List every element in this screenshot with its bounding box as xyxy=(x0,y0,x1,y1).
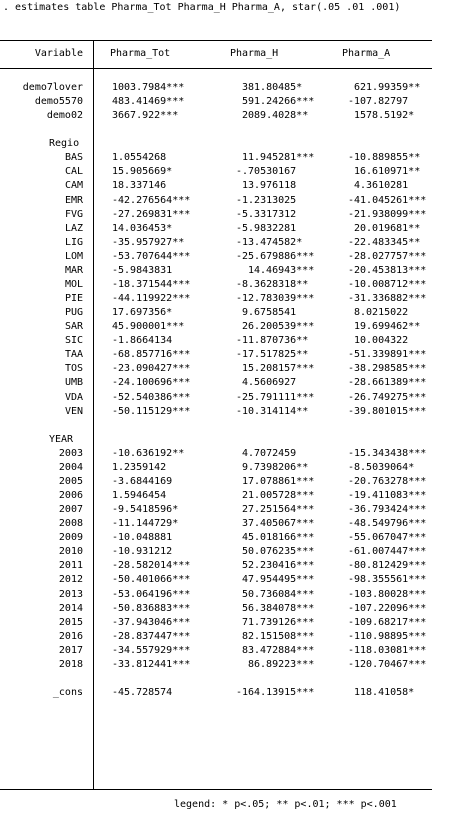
cell-pharma-h: 71.739126*** xyxy=(242,617,315,628)
row-label: 2015 xyxy=(58,617,83,628)
cell-pharma-h: 9.7398206** xyxy=(242,462,309,473)
table-row xyxy=(0,489,432,503)
row-label: BAS xyxy=(64,152,83,163)
cell-pharma-h: -.70530167 xyxy=(236,166,297,177)
cell-pharma-a: -8.5039064* xyxy=(348,462,415,473)
header-rule xyxy=(0,68,432,69)
cell-pharma-tot: -3.6844169 xyxy=(112,476,173,487)
table-row xyxy=(0,686,432,700)
table-bottom-rule xyxy=(0,789,432,790)
cell-pharma-tot: -42.276564*** xyxy=(112,195,191,206)
cell-pharma-a: -51.339891*** xyxy=(348,349,427,360)
table-row xyxy=(0,517,432,531)
row-label: _cons xyxy=(52,687,83,698)
table-row xyxy=(0,348,432,362)
table-row xyxy=(0,292,432,306)
table-row xyxy=(0,391,432,405)
table-row xyxy=(0,320,432,334)
table-row xyxy=(0,405,432,419)
cell-pharma-h: -1.2313025 xyxy=(236,195,297,206)
row-label: SIC xyxy=(64,335,83,346)
cell-pharma-a: -31.336882*** xyxy=(348,293,427,304)
row-label: LOM xyxy=(64,251,83,262)
group-label: Regio xyxy=(49,138,80,149)
cell-pharma-a: -38.298585*** xyxy=(348,363,427,374)
cell-pharma-h: 11.945281*** xyxy=(242,152,315,163)
command-line: . estimates table Pharma_Tot Pharma_H Pharma_A, star(.05 .01 .001) xyxy=(3,2,401,13)
row-label: VEN xyxy=(64,406,83,417)
cell-pharma-h: 50.076235*** xyxy=(242,546,315,557)
row-label: 2017 xyxy=(58,645,83,656)
row-label: 2004 xyxy=(58,462,83,473)
table-row xyxy=(0,362,432,376)
cell-pharma-h: 37.405067*** xyxy=(242,518,315,529)
cell-pharma-a: -20.453813*** xyxy=(348,265,427,276)
cell-pharma-a: -98.355561*** xyxy=(348,574,427,585)
cell-pharma-a: 10.004322 xyxy=(354,335,409,346)
cell-pharma-a: -61.007447*** xyxy=(348,546,427,557)
row-label: 2013 xyxy=(58,589,83,600)
cell-pharma-tot: -33.812441*** xyxy=(112,659,191,670)
cell-pharma-tot: 1003.7984*** xyxy=(112,82,185,93)
table-top-rule xyxy=(0,40,432,41)
table-row xyxy=(0,531,432,545)
cell-pharma-tot: -35.957927** xyxy=(112,237,185,248)
row-label: MOL xyxy=(64,279,83,290)
table-row xyxy=(0,334,432,348)
cell-pharma-h: -164.13915*** xyxy=(236,687,315,698)
cell-pharma-tot: 3667.922*** xyxy=(112,110,179,121)
row-label: SAR xyxy=(64,321,83,332)
row-label: 2012 xyxy=(58,574,83,585)
table-row xyxy=(0,376,432,390)
table-row xyxy=(0,179,432,193)
cell-pharma-a: -28.027757*** xyxy=(348,251,427,262)
cell-pharma-tot: -53.707644*** xyxy=(112,251,191,262)
cell-pharma-h: -12.783039*** xyxy=(236,293,315,304)
cell-pharma-tot: 483.41469*** xyxy=(112,96,185,107)
cell-pharma-tot: 1.2359142 xyxy=(112,462,167,473)
cell-pharma-tot: 45.900001*** xyxy=(112,321,185,332)
significance-legend: legend: * p<.05; ** p<.01; *** p<.001 xyxy=(174,799,397,810)
table-row xyxy=(0,545,432,559)
cell-pharma-h: 50.736084*** xyxy=(242,589,315,600)
group-header xyxy=(0,433,432,447)
cell-pharma-a: -110.98895*** xyxy=(348,631,427,642)
cell-pharma-h: 13.976118 xyxy=(242,180,297,191)
cell-pharma-a: -107.82797 xyxy=(348,96,409,107)
row-label: demo5570 xyxy=(34,96,83,107)
cell-pharma-a: -10.889855** xyxy=(348,152,421,163)
cell-pharma-tot: 14.036453* xyxy=(112,223,173,234)
cell-pharma-tot: -53.064196*** xyxy=(112,589,191,600)
cell-pharma-h: 47.954495*** xyxy=(242,574,315,585)
row-label: MAR xyxy=(64,265,83,276)
cell-pharma-h: 591.24266*** xyxy=(242,96,315,107)
table-row xyxy=(0,222,432,236)
cell-pharma-a: -39.801015*** xyxy=(348,406,427,417)
cell-pharma-a: -80.812429*** xyxy=(348,560,427,571)
row-label: 2016 xyxy=(58,631,83,642)
cell-pharma-h: -25.679886*** xyxy=(236,251,315,262)
cell-pharma-h: 4.5606927 xyxy=(242,377,297,388)
row-label: UMB xyxy=(64,377,83,388)
cell-pharma-h: 21.005728*** xyxy=(242,490,315,501)
row-label: CAL xyxy=(64,166,83,177)
cell-pharma-a: 20.019681** xyxy=(354,223,421,234)
cell-pharma-a: -20.763278*** xyxy=(348,476,427,487)
header-pharma-tot: Pharma_Tot xyxy=(110,48,171,59)
cell-pharma-a: 4.3610281 xyxy=(354,180,409,191)
row-label: EMR xyxy=(64,195,83,206)
cell-pharma-tot: -44.119922*** xyxy=(112,293,191,304)
table-row xyxy=(0,306,432,320)
cell-pharma-a: 621.99359** xyxy=(354,82,421,93)
cell-pharma-tot: 15.905669* xyxy=(112,166,173,177)
row-label: TAA xyxy=(64,349,83,360)
cell-pharma-tot: -45.728574 xyxy=(112,687,173,698)
cell-pharma-a: 19.699462** xyxy=(354,321,421,332)
row-label: 2008 xyxy=(58,518,83,529)
table-row xyxy=(0,616,432,630)
cell-pharma-a: 118.41058* xyxy=(354,687,415,698)
cell-pharma-h: 14.46943*** xyxy=(248,265,315,276)
cell-pharma-h: 17.078861*** xyxy=(242,476,315,487)
cell-pharma-tot: -1.8664134 xyxy=(112,335,173,346)
cell-pharma-a: -107.22096*** xyxy=(348,603,427,614)
row-label: LIG xyxy=(64,237,83,248)
table-header xyxy=(0,47,432,61)
cell-pharma-a: -41.045261*** xyxy=(348,195,427,206)
cell-pharma-tot: 18.337146 xyxy=(112,180,167,191)
cell-pharma-a: 8.0215022 xyxy=(354,307,409,318)
cell-pharma-h: 56.384078*** xyxy=(242,603,315,614)
cell-pharma-tot: -28.837447*** xyxy=(112,631,191,642)
cell-pharma-tot: -50.115129*** xyxy=(112,406,191,417)
cell-pharma-h: 86.89223*** xyxy=(248,659,315,670)
cell-pharma-h: 52.230416*** xyxy=(242,560,315,571)
cell-pharma-tot: 1.5946454 xyxy=(112,490,167,501)
cell-pharma-a: -48.549796*** xyxy=(348,518,427,529)
cell-pharma-tot: -11.144729* xyxy=(112,518,179,529)
group-label: YEAR xyxy=(49,434,74,445)
cell-pharma-h: -10.314114** xyxy=(236,406,309,417)
cell-pharma-tot: -10.048881 xyxy=(112,532,173,543)
cell-pharma-a: -118.03081*** xyxy=(348,645,427,656)
cell-pharma-h: -5.9832281 xyxy=(236,223,297,234)
table-row xyxy=(0,461,432,475)
cell-pharma-h: 4.7072459 xyxy=(242,448,297,459)
cell-pharma-tot: -34.557929*** xyxy=(112,645,191,656)
table-row xyxy=(0,208,432,222)
cell-pharma-h: 45.018166*** xyxy=(242,532,315,543)
cell-pharma-h: -17.517825** xyxy=(236,349,309,360)
cell-pharma-h: 82.151508*** xyxy=(242,631,315,642)
table-row xyxy=(0,264,432,278)
cell-pharma-tot: -52.540386*** xyxy=(112,392,191,403)
cell-pharma-tot: -18.371544*** xyxy=(112,279,191,290)
cell-pharma-a: -109.68217*** xyxy=(348,617,427,628)
cell-pharma-a: -36.793424*** xyxy=(348,504,427,515)
cell-pharma-tot: -24.100696*** xyxy=(112,377,191,388)
cell-pharma-tot: -50.836883*** xyxy=(112,603,191,614)
table-row xyxy=(0,573,432,587)
cell-pharma-h: 9.6758541 xyxy=(242,307,297,318)
table-row xyxy=(0,151,432,165)
table-row xyxy=(0,81,432,95)
cell-pharma-a: -120.70467*** xyxy=(348,659,427,670)
row-label: PUG xyxy=(64,307,83,318)
table-row xyxy=(0,194,432,208)
table-row xyxy=(0,236,432,250)
cell-pharma-h: -25.791111*** xyxy=(236,392,315,403)
table-row xyxy=(0,630,432,644)
cell-pharma-a: 1578.5192* xyxy=(354,110,415,121)
cell-pharma-h: -13.474582* xyxy=(236,237,303,248)
table-row xyxy=(0,602,432,616)
cell-pharma-h: -11.870736** xyxy=(236,335,309,346)
cell-pharma-h: -8.3628318** xyxy=(236,279,309,290)
table-row xyxy=(0,95,432,109)
cell-pharma-a: -103.80028*** xyxy=(348,589,427,600)
cell-pharma-a: -10.008712*** xyxy=(348,279,427,290)
header-variable: Variable xyxy=(34,48,83,59)
cell-pharma-tot: -10.636192** xyxy=(112,448,185,459)
cell-pharma-h: 26.200539*** xyxy=(242,321,315,332)
row-label: 2005 xyxy=(58,476,83,487)
row-label: 2003 xyxy=(58,448,83,459)
cell-pharma-a: -55.067047*** xyxy=(348,532,427,543)
cell-pharma-tot: -50.401066*** xyxy=(112,574,191,585)
row-label: 2010 xyxy=(58,546,83,557)
table-row xyxy=(0,250,432,264)
row-label: demo7lover xyxy=(22,82,83,93)
cell-pharma-h: 83.472884*** xyxy=(242,645,315,656)
row-label: CAM xyxy=(64,180,83,191)
cell-pharma-a: 16.610971** xyxy=(354,166,421,177)
cell-pharma-h: 15.208157*** xyxy=(242,363,315,374)
row-label: TOS xyxy=(64,363,83,374)
row-label: 2007 xyxy=(58,504,83,515)
table-row xyxy=(0,658,432,672)
table-row xyxy=(0,475,432,489)
cell-pharma-tot: -5.9843831 xyxy=(112,265,173,276)
row-label: demo02 xyxy=(46,110,83,121)
row-label: 2009 xyxy=(58,532,83,543)
table-row xyxy=(0,278,432,292)
header-pharma-a: Pharma_A xyxy=(342,48,391,59)
row-label: VDA xyxy=(64,392,83,403)
cell-pharma-tot: -27.269831*** xyxy=(112,209,191,220)
cell-pharma-tot: -37.943046*** xyxy=(112,617,191,628)
cell-pharma-a: -26.749275*** xyxy=(348,392,427,403)
cell-pharma-h: -5.3317312 xyxy=(236,209,297,220)
table-row xyxy=(0,588,432,602)
cell-pharma-a: -22.483345** xyxy=(348,237,421,248)
cell-pharma-h: 2089.4028** xyxy=(242,110,309,121)
row-label: PIE xyxy=(64,293,83,304)
cell-pharma-tot: -23.090427*** xyxy=(112,363,191,374)
cell-pharma-tot: -10.931212 xyxy=(112,546,173,557)
table-row xyxy=(0,503,432,517)
table-row xyxy=(0,559,432,573)
row-label: 2018 xyxy=(58,659,83,670)
cell-pharma-a: -19.411083*** xyxy=(348,490,427,501)
cell-pharma-a: -21.938099*** xyxy=(348,209,427,220)
cell-pharma-a: -28.661389*** xyxy=(348,377,427,388)
cell-pharma-h: 381.80485* xyxy=(242,82,303,93)
cell-pharma-tot: 1.0554268 xyxy=(112,152,167,163)
row-label: 2011 xyxy=(58,560,83,571)
table-row xyxy=(0,109,432,123)
cell-pharma-tot: -68.857716*** xyxy=(112,349,191,360)
group-header xyxy=(0,137,432,151)
row-label: 2006 xyxy=(58,490,83,501)
header-pharma-h: Pharma_H xyxy=(230,48,279,59)
cell-pharma-a: -15.343438*** xyxy=(348,448,427,459)
cell-pharma-tot: 17.697356* xyxy=(112,307,173,318)
row-label: 2014 xyxy=(58,603,83,614)
row-label: FVG xyxy=(64,209,83,220)
table-row xyxy=(0,165,432,179)
cell-pharma-tot: -28.582014*** xyxy=(112,560,191,571)
cell-pharma-h: 27.251564*** xyxy=(242,504,315,515)
table-row xyxy=(0,447,432,461)
table-row xyxy=(0,644,432,658)
row-label: LAZ xyxy=(64,223,83,234)
cell-pharma-tot: -9.5418596* xyxy=(112,504,179,515)
